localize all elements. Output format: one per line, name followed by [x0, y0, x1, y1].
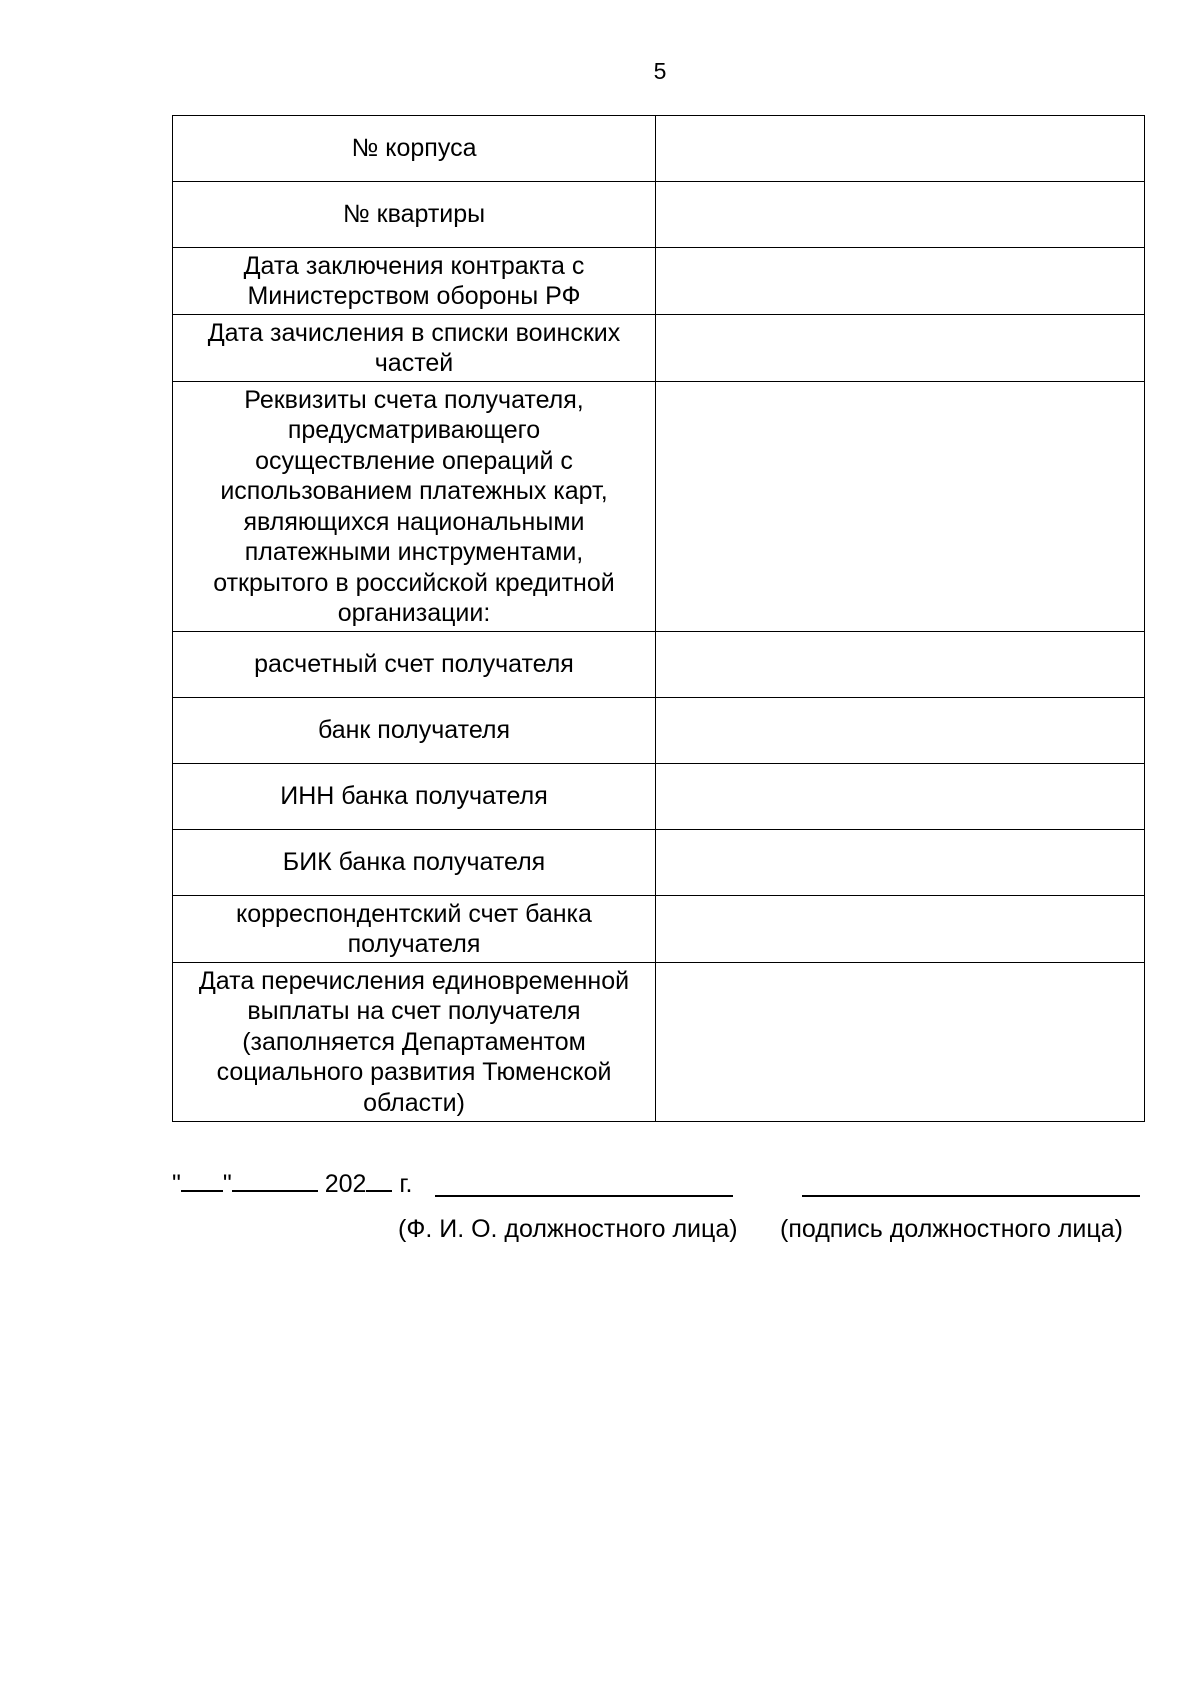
page-number: 5 — [653, 58, 667, 84]
day-blank[interactable] — [181, 1168, 223, 1192]
table-row — [173, 896, 1145, 963]
date-line — [172, 1168, 412, 1199]
row-label: банк получателя — [173, 698, 656, 764]
table-row — [173, 963, 1145, 1122]
row-value-field[interactable] — [656, 382, 1145, 632]
table-row — [173, 315, 1145, 382]
row-label: Дата заключения контракта с Министерством обороны РФ — [173, 248, 656, 315]
quote-open: " — [172, 1170, 181, 1198]
row-value-field[interactable] — [656, 315, 1145, 382]
row-label: № квартиры — [173, 182, 656, 248]
table-row — [173, 830, 1145, 896]
row-value-field[interactable] — [656, 698, 1145, 764]
row-label: корреспондентский счет банка получателя — [173, 896, 656, 963]
row-label: Реквизиты счета получателя, предусматривающего осуществление операций с использованием платежных карт, являющихся национальными платежными инструментами, открытого в российской кредитной организации: — [173, 382, 656, 632]
signature-caption: (подпись должностного лица) — [780, 1215, 1123, 1243]
year-prefix: 202 — [324, 1170, 367, 1198]
row-value-field[interactable] — [656, 764, 1145, 830]
row-value-field[interactable] — [656, 182, 1145, 248]
table-row — [173, 382, 1145, 632]
row-label: Дата перечисления единовременной выплаты на счет получателя (заполняется Департаментом социального развития Тюменской области) — [173, 963, 656, 1122]
row-value-field[interactable] — [656, 896, 1145, 963]
signature-line[interactable] — [802, 1195, 1140, 1197]
table-row — [173, 764, 1145, 830]
fio-line[interactable] — [435, 1195, 733, 1197]
signature-block — [172, 1168, 1146, 1248]
table-row — [173, 248, 1145, 315]
row-label: Дата зачисления в списки воинских частей — [173, 315, 656, 382]
year-blank[interactable] — [366, 1168, 392, 1192]
row-value-field[interactable] — [656, 632, 1145, 698]
table-row — [173, 632, 1145, 698]
quote-close: " — [222, 1170, 232, 1198]
form-table — [172, 115, 1145, 1122]
year-suffix: г. — [399, 1170, 413, 1198]
row-label: ИНН банка получателя — [173, 764, 656, 830]
table-row — [173, 116, 1145, 182]
row-value-field[interactable] — [656, 248, 1145, 315]
table-row — [173, 182, 1145, 248]
row-label: расчетный счет получателя — [173, 632, 656, 698]
table-row — [173, 698, 1145, 764]
row-value-field[interactable] — [656, 830, 1145, 896]
row-label: № корпуса — [173, 116, 656, 182]
row-label: БИК банка получателя — [173, 830, 656, 896]
month-blank[interactable] — [232, 1168, 318, 1192]
row-value-field[interactable] — [656, 963, 1145, 1122]
fio-caption: (Ф. И. О. должностного лица) — [398, 1215, 738, 1243]
row-value-field[interactable] — [656, 116, 1145, 182]
